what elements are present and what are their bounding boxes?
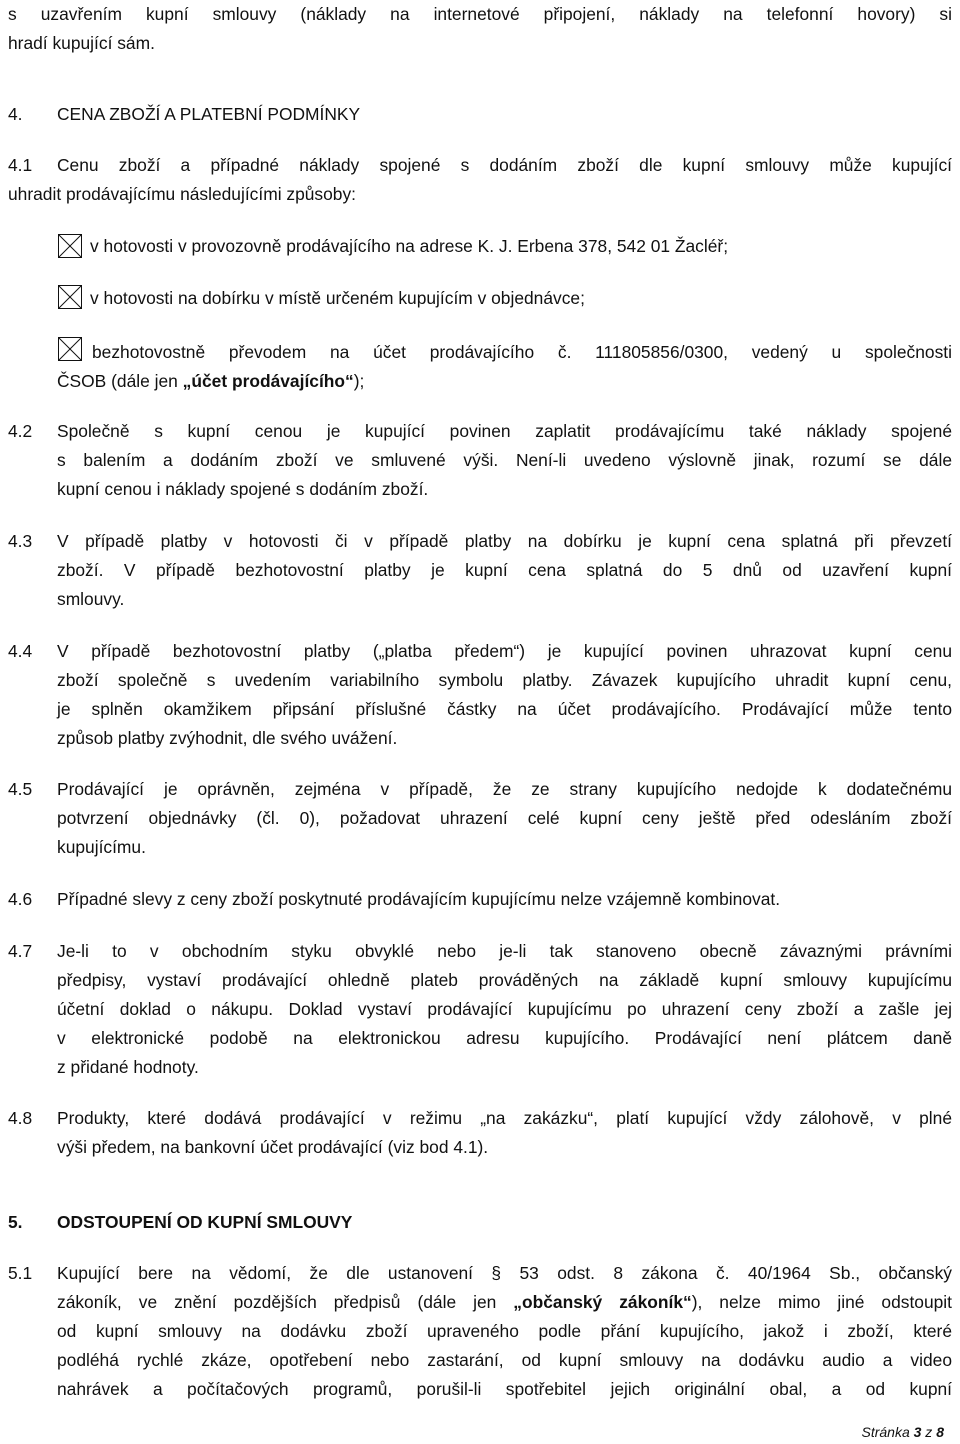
text-line: způsob platby zvýhodnit, dle svého uvážení. — [57, 728, 398, 748]
text-span: ČSOB (dále jen — [57, 371, 183, 391]
text-line: Cenu zboží a případné náklady spojené s dodáním zboží dle kupní smlouvy může kupující — [57, 155, 952, 175]
paragraph-number: 4.3 — [8, 531, 33, 551]
text-line: kupní cenou i náklady spojené s dodáním zboží. — [57, 479, 429, 499]
text-line: s uzavřením kupní smlouvy (náklady na internetové připojení, náklady na telefonní hovory) si — [8, 4, 952, 24]
text-line: smlouvy. — [57, 589, 125, 609]
text-line: zboží společně s uvedením variabilního symbolu platby. Závazek kupujícího uhradit kupní cenu, — [57, 670, 952, 690]
checked-box-icon[interactable] — [58, 337, 82, 361]
paragraph-number: 5.1 — [8, 1263, 33, 1283]
paragraph-number: 4.8 — [8, 1108, 33, 1128]
paragraph-number: 4.5 — [8, 779, 33, 799]
text-line: zboží. V případě bezhotovostní platby je kupní cena splatná do 5 dnů od uzavření kupní — [57, 560, 952, 580]
text-line: je splněn okamžikem připsání příslušné částky na účet prodávajícího. Prodávající může tento — [57, 699, 952, 719]
text-line: hradí kupující sám. — [8, 33, 155, 53]
text-span: ); — [353, 371, 365, 391]
page-number-separator: z — [921, 1424, 937, 1440]
payment-option-label: v hotovosti na dobírku v místě určeném kupujícím v objednávce; — [90, 288, 585, 308]
section-title: CENA ZBOŽÍ A PLATEBNÍ PODMÍNKY — [57, 104, 361, 124]
text-line — [57, 367, 364, 396]
page-number — [861, 1424, 944, 1440]
checked-box-icon[interactable] — [58, 285, 82, 309]
text-line: účetní doklad o nákupu. Doklad vystaví prodávající kupujícímu po uhrazení ceny zboží a zašle jej — [57, 999, 952, 1019]
page-number-total: 8 — [936, 1424, 944, 1440]
text-line: z přidané hodnoty. — [57, 1057, 199, 1077]
paragraph-number: 4.7 — [8, 941, 33, 961]
text-span: zákoník, ve znění pozdějších předpisů (dále jen — [57, 1292, 514, 1312]
payment-option-label: v hotovosti v provozovně prodávajícího na adrese K. J. Erbena 378, 542 01 Žacléř; — [90, 236, 729, 256]
text-line: V případě platby v hotovosti či v případě platby na dobírku je kupní cena splatná při převzetí — [57, 531, 952, 551]
text-line: Kupující bere na vědomí, že dle ustanovení § 53 odst. 8 zákona č. 40/1964 Sb., občanský — [57, 1263, 952, 1283]
paragraph-number: 4.1 — [8, 155, 33, 175]
paragraph-number: 4.4 — [8, 641, 33, 661]
text-line: Prodávající je oprávněn, zejména v případě, že ze strany kupujícího nedojde k dodatečnému — [57, 779, 952, 799]
text-line: potvrzení objednávky (čl. 0), požadovat uhrazení celé kupní ceny ještě před odesláním zboží — [57, 808, 952, 828]
paragraph-number: 4.6 — [8, 889, 33, 909]
text-line: Případné slevy z ceny zboží poskytnuté prodávajícím kupujícímu nelze vzájemně kombinovat. — [57, 889, 781, 909]
text-span: ), nelze mimo jiné odstoupit — [691, 1292, 952, 1312]
text-line: Produkty, které dodává prodávající v režimu „na zakázku“, platí kupující vždy zálohově, v plné — [57, 1108, 952, 1128]
text-line: Je-li to v obchodním styku obvyklé nebo je-li tak stanoveno obecně závaznými právními — [57, 941, 952, 961]
text-line: kupujícímu. — [57, 837, 146, 857]
page-number-current: 3 — [913, 1424, 922, 1440]
text-line: v elektronické podobě na elektronickou adresu kupujícího. Prodávající není plátcem daně — [57, 1028, 952, 1048]
page-number-prefix: Stránka — [861, 1424, 914, 1440]
text-line: Společně s kupní cenou je kupující povinen zaplatit prodávajícímu také náklady spojené — [57, 421, 952, 441]
text-line: podléhá rychlé zkáze, opotřebení nebo zastarání, od kupní smlouvy na dodávku audio a video — [57, 1350, 952, 1370]
payment-option-label: bezhotovostně převodem na účet prodávajícího č. 111805856/0300, vedený u společnosti — [92, 342, 952, 362]
checked-box-icon[interactable] — [58, 234, 82, 258]
section-number: 4. — [8, 104, 23, 124]
text-line: výši předem, na bankovní účet prodávající (viz bod 4.1). — [57, 1137, 489, 1157]
text-line: od kupní smlouvy na dodávku zboží upraveného podle přání kupujícího, jakož i zboží, které — [57, 1321, 952, 1341]
text-line: s balením a dodáním zboží ve smluvené výši. Není-li uvedeno výslovně jinak, rozumí se dále — [57, 450, 952, 470]
section-number: 5. — [8, 1212, 23, 1232]
text-line: uhradit prodávajícímu následujícími způsoby: — [8, 184, 356, 204]
defined-term: „občanský zákoník“ — [513, 1292, 692, 1312]
paragraph-number: 4.2 — [8, 421, 33, 441]
text-line — [57, 1288, 952, 1317]
text-line: předpisy, vystaví prodávající ohledně plateb prováděných na základě kupní smlouvy kupujícímu — [57, 970, 952, 990]
text-line: nahrávek a počítačových programů, porušil-li spotřebitel jejich originální obal, a od kupní — [57, 1379, 952, 1399]
section-title: ODSTOUPENÍ OD KUPNÍ SMLOUVY — [57, 1212, 353, 1232]
text-line: V případě bezhotovostní platby („platba předem“) je kupující povinen uhrazovat kupní cenu — [57, 641, 952, 661]
defined-term: „účet prodávajícího“ — [182, 371, 354, 391]
